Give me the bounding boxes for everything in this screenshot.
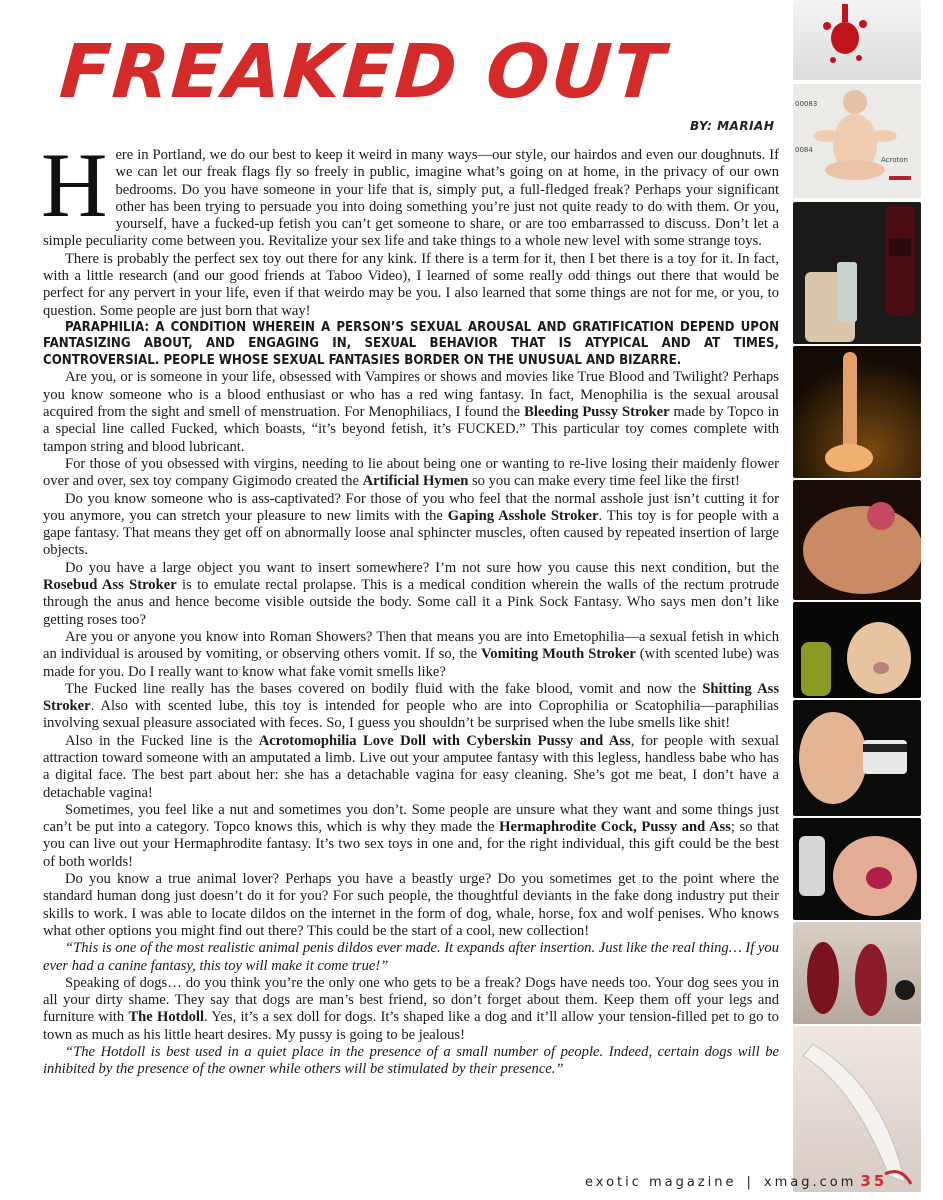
paragraph: The Fucked line really has the bases covered on bodily fluid with the fake blood, vomit and now the Shitting Ass Stroker. Also with scented lube, this toy is intended for people who are into Coprophilia or Scatophilia—paraphilias involving sexual pleasure associated with feces. So, I guess you shouldn’t be surprised when the lube smells like shit! <box>43 680 780 732</box>
paragraph: Here in Portland, we do our best to keep it weird in many ways—our style, our hairdos and even our doughnuts. If we can let our freak flags fly so freely in public, imagine what’s going on at home, in the privacy of our own bedrooms. Do you have someone in your life that is, simply put, a full-fledged freak? Perhaps your significant other has been trying to persuade you into doing something you’re just not quite ready to do with them. Or you, yourself, have a fucked-up fetish you can’t get someone to share, or are too embarrassed to discuss. Don’t let a simple peculiarity come between you. Revitalize your sex life and take things to a whole new level with some strange toys. <box>41 134 779 250</box>
paragraph: Do you know someone who is ass-captivated? For those of you who feel that the normal asshole just isn’t cutting it for you anymore, you can stretch your pleasure to new limits with the Gaping Asshole Stroker. This toy is for people with a gape fantasy. That means they get off on abnormally loose anal sphincter muscles, often caused by repeated insertion of large objects. <box>43 490 780 559</box>
product-photo <box>793 1026 921 1192</box>
product-photo <box>793 202 921 344</box>
product-photo <box>793 480 921 600</box>
photo-column <box>793 0 921 1200</box>
product-name: Rosebud Ass Stroker <box>43 577 177 594</box>
paragraph: For those of you obsessed with virgins, needing to lie about being one or wanting to re-live losing their maidenly flower over and over, sex toy company Gigimodo created the Artificial Hymen so you can make every time feel like the first! <box>43 455 779 490</box>
article-title: FREAKED OUT <box>56 29 669 115</box>
product-name: Gaping Asshole Stroker <box>447 507 599 524</box>
product-photo <box>793 922 921 1024</box>
paragraph: Are you, or is someone in your life, obsessed with Vampires or shows and movies like True Blood and Twilight? Perhaps you know someone who is a blood enthusiast or who has a red wing fantasy. In fact, Menophilia is the sexual arousal acquired from the sight and smell of menstruation. For Menophiliacs, I found the Bleeding Pussy Stroker made by Topco in a special line called Fucked, which boasts, “it’s beyond fetish, it’s FUCKED.” This particular toy comes complete with tampon string and blood lubricant. <box>43 369 779 455</box>
magazine-name: exotic magazine <box>585 1175 737 1190</box>
photo-label: 0084 <box>795 146 813 154</box>
paragraph: There is probably the perfect sex toy out there for any kink. If there is a term for it, then I bet there is a toy for it. In fact, with a little research (and our good friends at Taboo Video), I learned of some really odd things out there that would be perfect for any pervert in your life, even if that weirdo may be you. I also learned that some things are not for me, or you, to question. Some people are just born that way! <box>43 250 779 319</box>
paragraph: Also in the Fucked line is the Acrotomophilia Love Doll with Cyberskin Pussy and Ass, for people with sexual attraction toward someone with an amputated a limb. Live out your amputee fantasy with this legless, handless babe who has a digital face. The best part about her: she has a detachable vagina for easy cleaning. She’s got me beat, I don’t have a detachable vagina! <box>43 732 780 801</box>
product-photo <box>793 346 921 478</box>
photo-label: 00083 <box>795 100 818 108</box>
product-photo <box>793 84 921 198</box>
page-footer <box>585 1172 915 1194</box>
drop-cap: H <box>41 134 108 236</box>
byline: BY: MARIAH <box>690 119 775 133</box>
product-name: Vomiting Mouth Stroker <box>481 646 636 663</box>
product-photo <box>793 0 921 80</box>
product-name: Acrotomophilia Love Doll with Cyberskin Pussy and Ass <box>258 732 631 749</box>
article-body <box>41 134 780 1079</box>
product-name: Artificial Hymen <box>362 473 469 490</box>
pull-quote: “This is one of the most realistic animal penis dildos ever made. It expands after insertion. Just like the real thing… If you ever had a canine fantasy, this toy will make it come true!” <box>43 940 779 974</box>
paragraph: Speaking of dogs… do you think you’re the only one who gets to be a freak? Dogs have needs too. Your dog sees you in all your dirty shame. They say that dogs are man’s best friend, so don’t forget about them. Keep them off your legs and furniture with The Hotdoll. Yes, it’s a sex doll for dogs. It’s shaped like a dog and it’ll allow your tension-filled pet to go to town as much as his little heart desires. My pussy is going to be jealous! <box>43 974 779 1043</box>
product-name: The Hotdoll <box>128 1009 205 1026</box>
paragraph: Are you or anyone you know into Roman Showers? Then that means you are into Emetophilia—a sexual fetish in which an individual is aroused by vomiting, or observing others vomit. If so, the Vomiting Mouth Stroker (with scented lube) was made for you. Do I really want to know what fake vomit smells like? <box>43 628 779 680</box>
product-photo <box>793 602 921 698</box>
product-name: Shitting Ass Stroker <box>43 680 780 715</box>
pull-quote: “The Hotdoll is best used in a quiet place in the presence of a small number of people. Indeed, certain dogs will be inhibited by the presence of the owner while others will be stimulated by their presence.” <box>43 1044 779 1078</box>
product-name: Hermaphrodite Cock, Pussy and Ass <box>499 819 731 836</box>
paragraph: Sometimes, you feel like a nut and sometimes you don’t. Some people are unsure what they want and some things just can’t be put into a category. Topco knows this, which is why they made the Hermaphrodite Cock, Pussy and Ass; so that you can live out your Hermaphrodite fantasy. It’s two sex toys in one and, for the right individual, this gift could be the best of both worlds! <box>43 801 779 870</box>
product-photo <box>793 818 921 920</box>
photo-label: Acroton <box>881 156 908 164</box>
paragraph: Do you know a true animal lover? Perhaps you have a beastly urge? Do you sometimes get to the point where the standard human dong just doesn’t do it for you? For such people, the thoughtful deviants in the fake dong industry put their skills to work. I was able to locate dildos on the internet in the form of dog, whale, horse, fox and wolf penises. Who knows what other options you might find out there? This could be the start of a cool, new collection! <box>43 871 779 939</box>
footer-divider: | <box>746 1175 754 1190</box>
paragraph: Do you have a large object you want to insert somewhere? I’m not sure how you cause this next condition, but the Rosebud Ass Stroker is to emulate rectal prolapse. This is a medical condition wherein the walls of the rectum protrude through the anus and hence become visible outside the body. Some call it a Pink Sock Fantasy. Who says men don’t like getting roses too? <box>43 559 779 628</box>
page-number: 35 <box>860 1172 888 1190</box>
product-photo <box>793 700 921 816</box>
blood-splatter-icon <box>793 0 921 80</box>
definition-callout: PARAPHILIA: A CONDITION WHEREIN A PERSON’S SEXUAL AROUSAL AND GRATIFICATION DEPEND UPON FANTASIZING ABOUT, AND ENGAGING IN, SEXUAL BEHAVIOR THAT IS ATYPICAL AND AT TIMES, CONTROVERSIAL. PEOPLE WHOSE SEXUAL FANTASIES BORDER ON THE UNUSUAL AND BIZARRE. <box>43 319 779 368</box>
product-name: Bleeding Pussy Stroker <box>524 404 670 421</box>
website: xmag.com <box>763 1175 857 1190</box>
